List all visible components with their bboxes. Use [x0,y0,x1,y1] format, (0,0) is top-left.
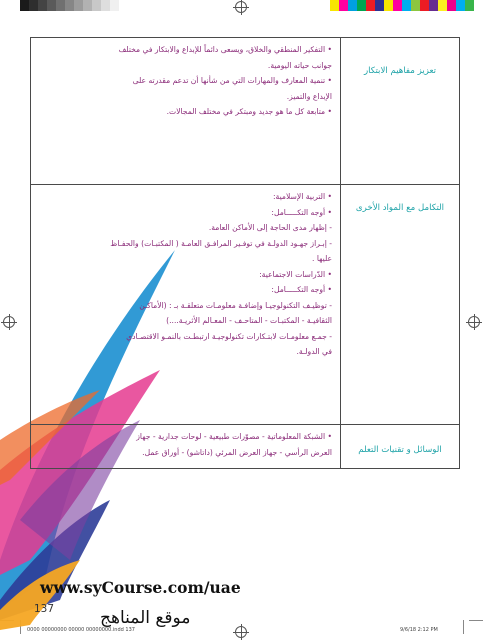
table-row [31,185,460,425]
content-line: عليها . [312,254,332,263]
content-line: • الدّراسات الاجتماعية: [259,269,332,279]
row-content-cell [31,185,341,425]
row-label: تعزيز مفاهيم الابتكار [363,66,437,76]
content-line: • أوجه التكـــــامل: [271,285,332,294]
table-row [31,425,460,469]
content-line: • أوجه التكـــــامل: [271,207,332,217]
content-line: - إبـراز جهـود الدولـة في توفـير المرافـق العامـة ( المكتبـات) والحفـاظ [110,238,332,248]
row-content-cell [31,38,341,185]
content-line: الإبداع والتميز. [286,91,332,101]
print-date: 9/6/18 2:12 PM [400,627,438,633]
row-label: الوسائل و تقنيات التعلم [358,445,442,455]
content-line: • تنمية المعارف والمهارات التي من شأنها أن تدعم مقدرته على [132,76,332,85]
content-line: الثقافيـة - المكتبـات - المتاحـف - المعـالم الأثريـة....) [166,316,332,325]
row-label: التكامل مع المواد الأخرى [355,203,445,213]
content-line: جوانب حياته اليومية. [267,60,332,70]
curriculum-table [30,37,460,469]
table-row [31,38,460,185]
content-line: - إظهار مدى الحاجة إلى الأماكن العامة. [208,223,332,232]
content-line: • متابعة كل ما هو جديد ومبتكر في مختلف المجالات. [166,107,332,116]
print-slug: 0000 00000000 00000 00000000.indd 137 [27,627,135,633]
content-line: • التربية الإسلامية: [272,192,332,201]
row-label-cell [341,38,460,185]
row-label-cell [341,185,460,425]
row-content-cell [31,425,341,469]
content-line: في الدولـة. [296,347,332,356]
content-line: • التفكير المنطقي والخلاق، ويسعى دائماً للإبداع والابتكار في مختلف [118,45,332,54]
content-line: • الشبكة المعلوماتية - مصوّرات طبيعية - لوحات جدارية - جهاز [136,432,332,441]
page-number: 137 [34,603,55,615]
website-url[interactable]: www.syCourse.com/uae [40,578,241,597]
site-name: موقع المناهج [100,608,191,628]
content-line: - جمـع معلومـات لابتـكارات تكنولوجيـة ارتبطـت بالنمـو الاقتصـادي [126,331,332,341]
content-line: العرض الرأسي - جهاز العرض المرئي (داتاشو) - أوراق عمل. [142,447,332,457]
row-label-cell [341,425,460,469]
content-line: - توظيـف التكنولوجيـا وإضافـة معلومـات متعلقـة بـ : (الأماكـن [139,300,332,310]
